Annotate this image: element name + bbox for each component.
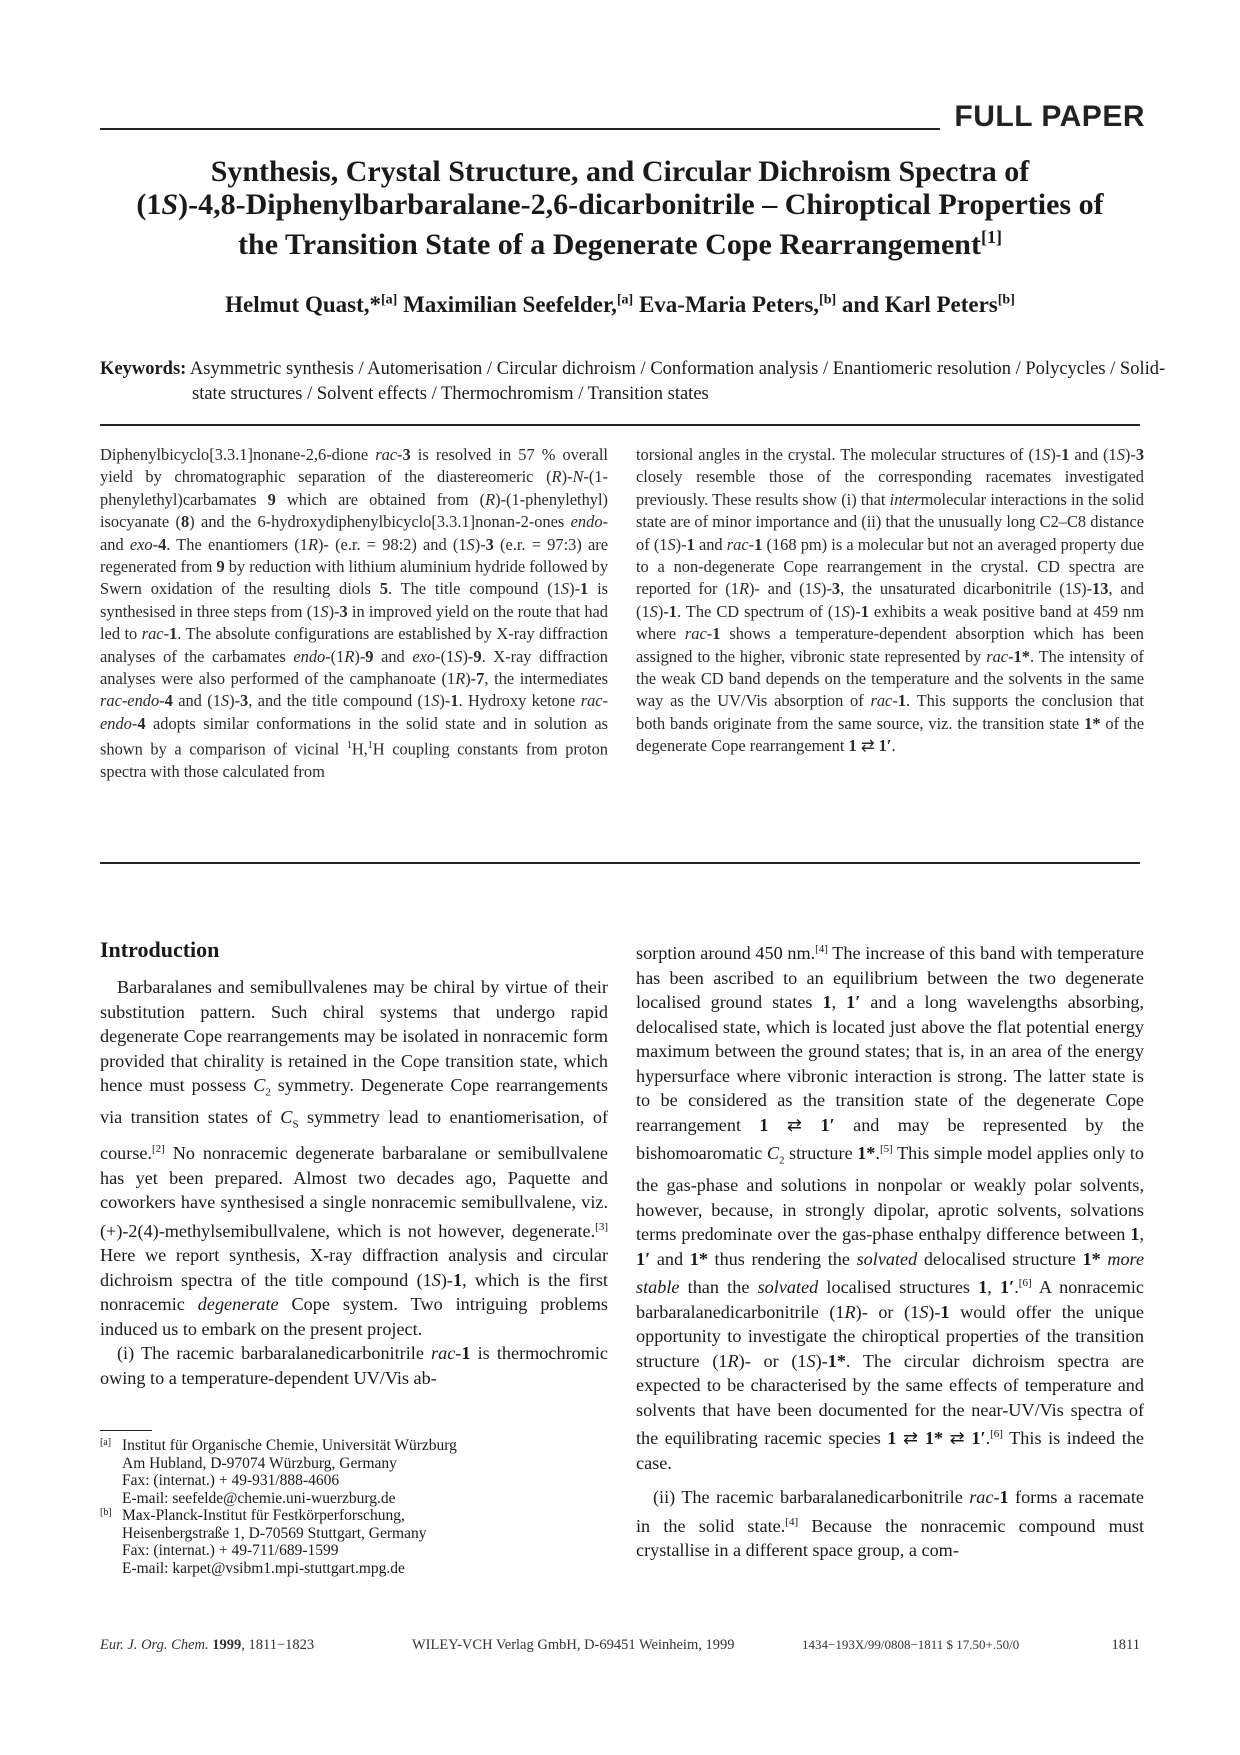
keywords-label: Keywords:: [100, 359, 187, 379]
affiliation-footnotes: [100, 1437, 608, 1577]
introduction-right-column: [636, 937, 1144, 1563]
header-rule: [100, 128, 940, 130]
keywords-text: Asymmetric synthesis / Automerisation / Circular dichroism / Conformation analysis / Enantiomeric resolution / Polycycles / Solid-state structures / Solvent effects / Thermochromism / Transition states: [186, 359, 1166, 404]
article-title: Synthesis, Crystal Structure, and Circular Dichroism Spectra of (1S)-4,8-Diphenylbarbaralane-2,6-dicarbonitrile – Chiroptical Properties of the Transition State of a Degenerate Cope Rearrangement[1]: [136, 155, 1104, 261]
paragraph: (ii) The racemic barbaralanedicarbonitrile rac-1 forms a racemate in the solid state.[4] Because the nonracemic compound must crystallise in a different space group, a com-: [636, 1487, 1145, 1561]
abstract-left-column: Diphenylbicyclo[3.3.1]nonane-2,6-dione rac-3 is resolved in 57 % overall yield by chromatographic separation of the diastereomeric (R)-N-(1-phenylethyl)carbamates 9 which are obtained from (R)-(1-phenylethyl) isocyanate (8) and the 6-hydroxydiphenylbicyclo[3.3.1]nonan-2-ones endo- and exo-4. The enantiomers (1R)- (e.r. = 98:2) and (1S)-3 (e.r. = 97:3) are regenerated from 9 by reduction with lithium aluminium hydride followed by Swern oxidation of the resulting diols 5. The title compound (1S)-1 is synthesised in three steps from (1S)-3 in improved yield on the route that had led to rac-1. The absolute configurations are established by X-ray diffraction analyses of the carbamates endo-(1R)-9 and exo-(1S)-9. X-ray diffraction analyses were also performed of the camphanoate (1R)-7, the intermediates rac-endo-4 and (1S)-3, and the title compound (1S)-1. Hydroxy ketone rac-endo-4 adopts similar conformations in the solid state and in solution as shown by a comparison of vicinal $^1$H,$^1$H coupling constants from proton spectra with those calculated from: [100, 445, 609, 782]
footer-publisher: WILEY-VCH Verlag GmbH, D-69451 Weinheim, 1999: [412, 1637, 735, 1653]
keywords: [100, 357, 1192, 407]
footnote-rule: [100, 1430, 152, 1431]
footer-code: 1434−193X/99/0808−1811 $ 17.50+.50/0: [802, 1637, 1020, 1652]
page-number: 1811: [1111, 1637, 1140, 1653]
paragraph: Barbaralanes and semibullvalenes may be chiral by virtue of their substitution pattern. Such chiral systems that undergo rapid degenerate Cope rearrangements may be isolated in nonracemic form provided that chirality is retained in the Cope transition state, which hence must possess $C_2$ symmetry. Degenerate Cope rearrangements via transition states of $C_S$ symmetry lead to enantiomerisation, of course.[2] No nonracemic degenerate barbaralane or semibullvalene has yet been prepared. Almost two decades ago, Paquette and coworkers have synthesised a single nonracemic semibullvalene, viz. (+)-2(4)-methylsemibullvalene, which is not however, degenerate.[3] Here we report synthesis, X-ray diffraction analysis and circular dichroism spectra of the title compound (1S)-1, which is the first nonracemic degenerate Cope system. Two intriguing problems induced us to embark on the present project.: [100, 977, 609, 1339]
title-reference: [1]: [980, 227, 1002, 247]
footer-citation: Eur. J. Org. Chem. 1999 , 1811−1823: [100, 1637, 315, 1653]
footnote-b: [b] Max-Planck-Institut für Festkörperforschung, Heisenbergstraße 1, D-70569 Stuttgart, Germany Fax: (internat.) + 49-711/689-1599 E-mail: karpet@vsibm1.mpi-stuttgart.mpg.de: [100, 1507, 427, 1577]
abstract-bottom-rule: [100, 862, 1140, 864]
paragraph: sorption around 450 nm.[4] The increase of this band with temperature has been ascribed to an equilibrium between the two degenerate localised ground states 1, 1′ and a long wavelengths absorbing, delocalised state, which is located just above the flat potential energy maximum between the ground states; that is, in an area of the energy hypersurface where vibronic interaction is strong. The latter state is to be considered as the transition state of the degenerate Cope rearrangement 1 ⇄ 1′ and may be represented by the bishomoaromatic $C_2$ structure 1*.[5] This simple model applies only to the gas-phase and solutions in nonpolar or weakly polar solvents, however, because, in strongly dipolar, aprotic solvents, solvations terms predominate over the gas-phase enthalpy difference between 1, 1′ and 1* thus rendering the solvated delocalised structure 1* more stable than the solvated localised structures 1, 1′.[6] A nonracemic barbaralanedicarbonitrile (1R)- or (1S)-1 would offer the unique opportunity to investigate the chiroptical properties of the transition structure (1R)- or (1S)-1*. The circular dichroism spectra are expected to be characterised by the same effects of temperature and solvents that have been documented for the near-UV/Vis spectra of the equilibrating racemic species 1 ⇄ 1* ⇄ 1′.[6] This is indeed the case.: [636, 943, 1145, 1473]
author-list: Helmut Quast,*[a] Maximilian Seefelder,[a] Eva-Maria Peters,[b] and Karl Peters[b]: [225, 292, 1015, 317]
paragraph: (i) The racemic barbaralanedicarbonitrile rac-1 is thermochromic owing to a temperature-dependent UV/Vis ab-: [100, 1343, 608, 1388]
section-label: FULL PAPER: [954, 100, 1145, 133]
section-heading-introduction: Introduction: [100, 937, 220, 962]
abstract-top-rule: [100, 424, 1140, 426]
abstract-right-column: torsional angles in the crystal. The molecular structures of (1S)-1 and (1S)-3 closely resemble those of the corresponding racemates investigated previously. These results show (i) that intermolecular interactions in the solid state are of minor importance and (ii) that the unusually long C2–C8 distance of (1S)-1 and rac-1 (168 pm) is a molecular but not an averaged property due to a non-degenerate Cope rearrangement in the crystal. CD spectra are reported for (1R)- and (1S)-3, the unsaturated dicarbonitrile (1S)-13, and (1S)-1. The CD spectrum of (1S)-1 exhibits a weak positive band at 459 nm where rac-1 shows a temperature-dependent absorption which has been assigned to the higher, vibronic state represented by rac-1*. The intensity of the weak CD band depends on the temperature and the solvents in the same way as the UV/Vis absorption of rac-1. This supports the conclusion that both bands originate from the same source, viz. the transition state 1* of the degenerate Cope rearrangement 1 ⇄ 1′.: [636, 445, 1145, 756]
introduction-left-column: [100, 975, 608, 1390]
page-footer: [100, 1637, 1140, 1657]
footnote-a: [a] Institut für Organische Chemie, Universität Würzburg Am Hubland, D-97074 Würzburg, Germany Fax: (internat.) + 49-931/888-4606 E-mail: seefelde@chemie.uni-wuerzburg.de: [100, 1437, 457, 1507]
